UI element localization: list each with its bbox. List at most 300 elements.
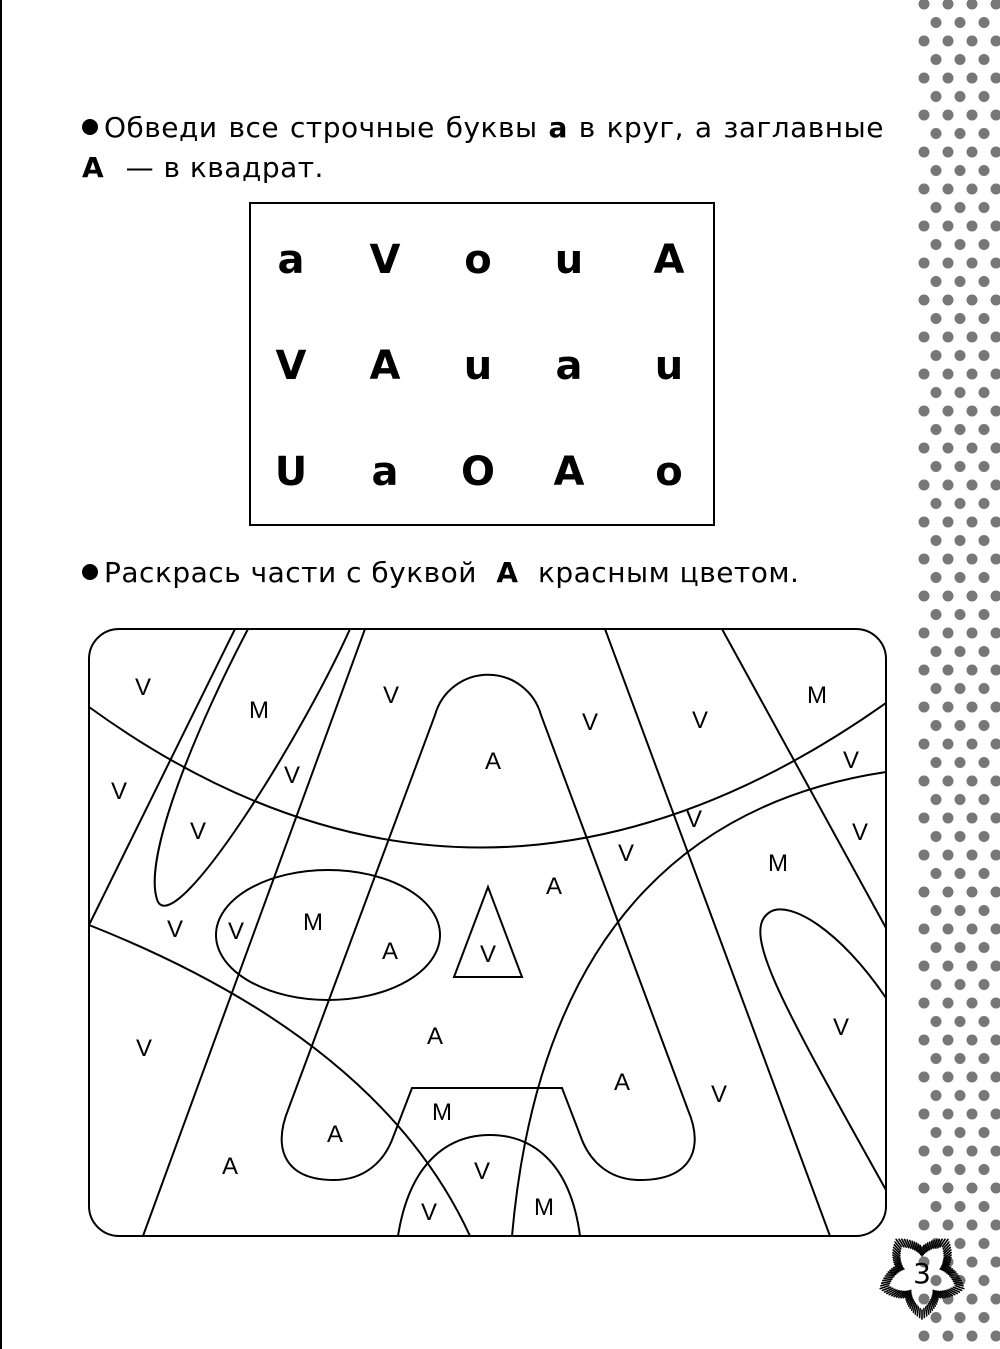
decor-dot [931,276,942,287]
decor-dot [967,591,978,602]
decor-dot [919,998,930,1009]
instr1-word: все [228,111,280,144]
decor-dot [955,387,966,398]
decor-dot [991,702,1000,713]
star-tick [883,1279,892,1280]
decor-dot [943,554,954,565]
decor-dot [955,942,966,953]
decor-dot [931,572,942,583]
decor-dot [991,665,1000,676]
decor-dot [955,720,966,731]
decor-dot [979,979,990,990]
decor-dot [991,961,1000,972]
grid-letter: V [369,237,401,283]
decor-dot [979,720,990,731]
instruction-color-parts [82,553,884,593]
star-tick [920,1309,921,1318]
decor-dot [931,1127,942,1138]
instr2-text-after: красным цветом. [537,556,800,589]
instr1-word: Обведи [104,111,218,144]
decor-dot [931,313,942,324]
decor-dot [919,1035,930,1046]
decor-dot [979,387,990,398]
decor-dot [955,461,966,472]
decor-dot [991,1183,1000,1194]
instr1-word: в [578,111,596,144]
decor-dot [943,258,954,269]
decor-dot [967,480,978,491]
decor-dot [943,480,954,491]
decor-dot [943,443,954,454]
star-tick [926,1307,927,1316]
region-letter-label: V [479,941,497,968]
decor-dot [991,628,1000,639]
instruction-circle-letters [82,108,884,188]
region-letter-label: V [283,762,301,789]
decor-dot [991,1257,1000,1268]
decor-dot [919,73,930,84]
decor-dot [979,54,990,65]
decor-dot [931,794,942,805]
decor-dot [979,794,990,805]
decor-dot [967,184,978,195]
decor-dot [991,739,1000,750]
decor-dot [919,332,930,343]
decor-dot [967,924,978,935]
decor-dot [919,517,930,528]
decor-dot [931,1016,942,1027]
decor-dot [931,239,942,250]
decor-dot [931,905,942,916]
region-letter-label: V [227,918,245,945]
left-arc [89,925,470,1236]
decor-dot [943,332,954,343]
instr1-word: буквы [445,111,538,144]
page-number: 3 [913,1257,931,1290]
decor-dot [979,1127,990,1138]
decor-dot [919,628,930,639]
decor-dot [955,350,966,361]
decor-dot [931,757,942,768]
region-letter-label: V [382,682,400,709]
decor-dot [943,406,954,417]
region-letter-label: A [545,873,563,900]
decor-dot [919,813,930,824]
decor-dot [967,554,978,565]
decor-dot [955,868,966,879]
decor-dot [967,1183,978,1194]
decor-dot [991,110,1000,121]
grid-letter: A [553,449,585,495]
decor-dot [979,313,990,324]
decor-dot [991,813,1000,824]
decor-dot [991,591,1000,602]
decor-dot [919,591,930,602]
decor-dot [967,73,978,84]
decor-dot [931,165,942,176]
decor-dot [955,165,966,176]
instr1-line2-text: — в квадрат. [125,151,324,184]
decor-dot [943,628,954,639]
grid-letter: a [555,343,583,389]
decor-dot [943,295,954,306]
decor-dot [943,1183,954,1194]
decor-dot [955,276,966,287]
decor-dot [991,406,1000,417]
decor-dot [919,924,930,935]
region-letter-label: A [484,748,502,775]
decor-dot [991,924,1000,935]
decor-dot [991,184,1000,195]
decor-dot [931,350,942,361]
decor-dot [991,0,1000,10]
decor-dot [955,54,966,65]
decor-dot [979,17,990,28]
decor-dot [979,572,990,583]
decor-dot [931,942,942,953]
decor-dot [919,554,930,565]
decor-dot [943,0,954,10]
decor-dot [919,221,930,232]
grid-letter: u [463,343,493,389]
decor-dot [967,1072,978,1083]
region-letter-label: M [807,682,827,709]
region-letter-label: V [832,1014,850,1041]
decor-dot [931,128,942,139]
decor-dot [967,1331,978,1342]
decor-dot [991,258,1000,269]
region-letter-label: M [432,1099,452,1126]
decor-dot [931,683,942,694]
decor-dot [919,110,930,121]
decor-dot [967,1035,978,1046]
decor-dot [931,461,942,472]
decor-dot [955,91,966,102]
region-letter-label: A [221,1153,239,1180]
decor-dot [955,905,966,916]
decor-dot [991,1109,1000,1120]
decor-dot [991,887,1000,898]
decor-dot [919,369,930,380]
decor-dot [931,17,942,28]
decor-dot [943,1109,954,1120]
decor-dot [979,1053,990,1064]
star-tick [919,1244,920,1253]
decor-dot [967,110,978,121]
decor-dot [967,0,978,10]
grid-letter: o [464,237,492,283]
decor-dot [979,1238,990,1249]
decor-dot [931,535,942,546]
instr1-word: заглавные [723,111,884,144]
star-tick [952,1279,961,1280]
decor-dot [955,1127,966,1138]
decor-dot [991,554,1000,565]
decor-dot [967,332,978,343]
decor-dot [991,850,1000,861]
page-edge-rule [0,0,2,1349]
upper-arc [89,703,886,848]
decor-dot [943,702,954,713]
decor-dot [955,683,966,694]
decor-dot [955,1164,966,1175]
decor-dot [931,91,942,102]
decor-dot [979,905,990,916]
decor-dot [943,665,954,676]
decor-dot [991,1294,1000,1305]
grid-letter: A [369,343,401,389]
star-tick [951,1278,960,1279]
decor-dot [955,979,966,990]
decor-dot [967,702,978,713]
decor-dot [919,443,930,454]
decor-dot [955,1201,966,1212]
region-letter-label: V [842,747,860,774]
decor-dot [979,350,990,361]
decor-dot [991,443,1000,454]
grid-letter: a [277,237,305,283]
grid-letter: u [654,343,684,389]
decor-dot [919,1331,930,1342]
decor-dot [979,165,990,176]
grid-letter: O [460,449,495,495]
decor-dot [919,850,930,861]
decor-dot [955,424,966,435]
instr1-bold-letter: а [548,111,568,144]
decor-dot [955,1016,966,1027]
decor-dot [967,517,978,528]
region-letter-label: V [685,806,703,833]
decor-dot [979,498,990,509]
decor-dot [967,961,978,972]
decor-dot [991,36,1000,47]
bullet-dot [82,108,218,148]
decor-dot [931,1053,942,1064]
region-letter-label: V [134,674,152,701]
decor-dot [979,646,990,657]
decor-dot [955,646,966,657]
decor-dot [967,369,978,380]
decor-dot [919,665,930,676]
decor-dot [931,868,942,879]
decor-dot [979,202,990,213]
right-loop [760,909,886,1190]
region-letter-label: V [710,1081,728,1108]
decor-dot [967,776,978,787]
decor-dot [943,739,954,750]
decor-dot [955,1053,966,1064]
decor-dot [991,295,1000,306]
instr1-word: а [694,111,713,144]
polka-dot-border [912,0,1000,1349]
decor-dot [979,535,990,546]
decor-dot [991,369,1000,380]
decor-dot [943,1035,954,1046]
decor-dot [991,1072,1000,1083]
decor-dot [979,128,990,139]
decor-dot [991,1146,1000,1157]
decor-dot [919,0,930,10]
region-letter-label: A [381,938,399,965]
decor-dot [991,1331,1000,1342]
decor-dot [991,221,1000,232]
decor-dot [943,1072,954,1083]
decor-dot [919,1146,930,1157]
region-letter-label: M [768,850,788,877]
decor-dot [955,757,966,768]
decor-dot [955,239,966,250]
region-letter-label: V [110,778,128,805]
region-letter-label: V [166,916,184,943]
decor-dot [955,1090,966,1101]
stripe-line [605,629,830,1236]
decor-dot [967,221,978,232]
decor-dot [943,887,954,898]
decor-dot [943,1331,954,1342]
decor-dot [943,1146,954,1157]
decor-dot [931,831,942,842]
decor-dot [991,998,1000,1009]
decor-dot [955,572,966,583]
decor-dot [991,517,1000,528]
instr2-bold-letter: А [496,556,519,589]
decor-dot [919,147,930,158]
decor-dot [979,1312,990,1323]
decor-dot [931,609,942,620]
star-tick [924,1309,925,1318]
decor-dot [991,73,1000,84]
decor-dot [967,295,978,306]
decor-dot [967,887,978,898]
decor-dot [919,961,930,972]
region-letter-label: V [617,840,635,867]
region-letter-label: A [426,1023,444,1050]
decor-dot [919,184,930,195]
decor-dot [955,609,966,620]
star-tick [917,1307,918,1316]
star-tick [884,1278,893,1279]
decor-dot [919,36,930,47]
grid-letter: a [371,449,399,495]
instr1-word: строчные [290,111,435,144]
decor-dot [919,739,930,750]
region-letter-label: V [691,707,709,734]
decor-dot [943,813,954,824]
region-letter-label: A [613,1069,631,1096]
letter-grid-box [249,202,715,526]
stripe-line [722,629,886,928]
decor-dot [931,646,942,657]
region-letter-label: M [303,909,323,936]
region-letter-label: V [581,709,599,736]
decor-dot [943,776,954,787]
decor-dot [919,480,930,491]
decor-dot [955,535,966,546]
decor-dot [931,1090,942,1101]
decor-dot [979,91,990,102]
decor-dot [955,498,966,509]
stripe-line [89,629,235,925]
decor-dot [967,1146,978,1157]
decor-dot [955,17,966,28]
region-letter-label: V [420,1199,438,1226]
decor-dot [919,702,930,713]
decor-dot [979,1201,990,1212]
decor-dot [967,628,978,639]
decor-dot [919,887,930,898]
grid-letter: U [274,449,308,495]
decor-dot [955,794,966,805]
decor-dot [919,1183,930,1194]
decor-dot [979,424,990,435]
decor-dot [955,831,966,842]
decor-dot [955,128,966,139]
decor-dot [919,258,930,269]
decor-dot [979,831,990,842]
decor-dot [979,1164,990,1175]
decor-dot [919,776,930,787]
decor-dot [967,739,978,750]
region-letter-label: V [135,1035,153,1062]
decor-dot [943,850,954,861]
decor-dot [967,406,978,417]
decor-dot [919,1109,930,1120]
grid-letter: o [655,449,683,495]
decor-dot [955,313,966,324]
decor-dot [979,609,990,620]
decor-dot [979,1275,990,1286]
decor-dot [967,813,978,824]
decor-dot [979,276,990,287]
instr1-bold-capital: А [82,151,105,184]
decor-dot [991,776,1000,787]
decor-dot [979,683,990,694]
picture-frame [89,629,886,1236]
decor-dot [979,1016,990,1027]
decor-dot [979,757,990,768]
instr2-text-before: Раскрась части с буквой [104,556,477,589]
decor-dot [991,480,1000,491]
decor-dot [967,850,978,861]
decor-dot [991,147,1000,158]
decor-dot [943,221,954,232]
region-letter-label: V [473,1158,491,1185]
coloring-picture [88,628,888,1240]
decor-dot [931,1201,942,1212]
decor-dot [967,443,978,454]
region-letter-label: V [189,818,207,845]
decor-dot [991,1035,1000,1046]
decor-dot [991,1220,1000,1231]
decor-dot [943,924,954,935]
decor-dot [979,1090,990,1101]
decor-dot [943,147,954,158]
instr1-word: круг, [606,111,685,144]
instruction-line-1 [82,108,884,148]
grid-letter: u [554,237,584,283]
decor-dot [943,36,954,47]
grid-letter: A [653,237,685,283]
decor-dot [931,720,942,731]
decor-dot [919,295,930,306]
decor-dot [967,36,978,47]
decor-dot [931,387,942,398]
decor-dot [943,184,954,195]
decor-dot [943,369,954,380]
decor-dot [943,110,954,121]
decor-dot [943,591,954,602]
decor-dot [931,202,942,213]
